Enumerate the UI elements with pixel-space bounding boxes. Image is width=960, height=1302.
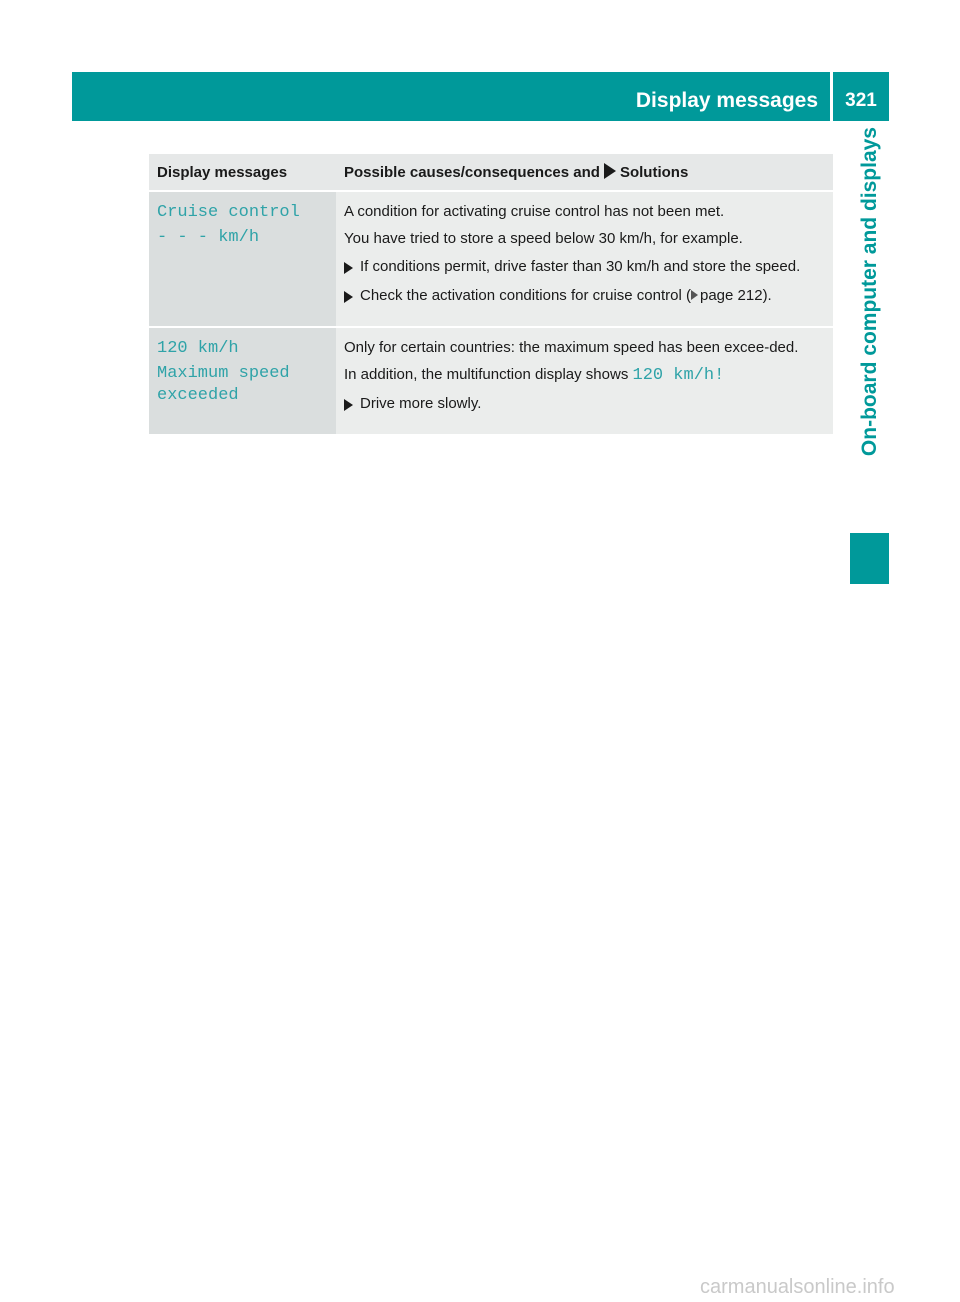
cause-text-prefix: In addition, the multifunction display shows bbox=[344, 366, 629, 383]
display-message-line: 120 km/h bbox=[157, 339, 239, 358]
col-header-messages: Display messages bbox=[149, 154, 336, 191]
causes-cell bbox=[336, 191, 833, 327]
step-arrow-icon bbox=[344, 393, 360, 415]
table-header-row bbox=[149, 154, 833, 191]
page-reference-icon bbox=[691, 290, 698, 300]
step-arrow-icon bbox=[344, 285, 360, 307]
solution-text: If conditions permit, drive faster than 30 km/h and store the speed. bbox=[360, 258, 801, 275]
solution-text-prefix: Check the activation conditions for cruise control ( bbox=[360, 287, 691, 304]
solution-step bbox=[344, 393, 825, 415]
section-tab bbox=[850, 121, 889, 531]
inline-display-message: 120 km/h! bbox=[632, 366, 725, 385]
solution-step bbox=[344, 285, 825, 307]
solution-text bbox=[360, 285, 772, 307]
display-messages-table bbox=[149, 154, 833, 436]
col-header-solutions-text: Solutions bbox=[619, 164, 689, 181]
causes-cell bbox=[336, 327, 833, 435]
cause-text: A condition for activating cruise control has not been met. bbox=[344, 203, 725, 220]
cause-text: You have tried to store a speed below 30 km/h, for example. bbox=[344, 230, 743, 247]
page-reference[interactable]: page 212). bbox=[700, 287, 772, 304]
page-number: 321 bbox=[845, 90, 877, 111]
section-marker bbox=[850, 533, 889, 584]
display-message-line: Cruise control bbox=[157, 203, 300, 222]
col-header-causes-text: Possible causes/consequences and bbox=[344, 164, 600, 181]
display-message-line: exceeded bbox=[157, 386, 239, 405]
table-row bbox=[149, 191, 833, 327]
table-row bbox=[149, 327, 833, 435]
display-message-line: Maximum speed bbox=[157, 364, 290, 383]
section-tab-label: On-board computer and displays bbox=[858, 127, 881, 457]
solution-text: Drive more slowly. bbox=[360, 395, 482, 412]
solution-arrow-icon bbox=[604, 163, 616, 179]
watermark: carmanualsonline.info bbox=[700, 1276, 895, 1298]
message-cell bbox=[149, 191, 336, 327]
page-header bbox=[72, 72, 889, 121]
message-cell bbox=[149, 327, 336, 435]
display-message-line: - - - km/h bbox=[157, 228, 260, 247]
page-title: Display messages bbox=[635, 89, 818, 112]
cause-text: Only for certain countries: the maximum speed has been excee-ded. bbox=[344, 339, 799, 356]
solution-step bbox=[344, 256, 825, 278]
col-header-causes bbox=[336, 154, 833, 191]
cause-text bbox=[344, 365, 825, 386]
step-arrow-icon bbox=[344, 256, 360, 278]
